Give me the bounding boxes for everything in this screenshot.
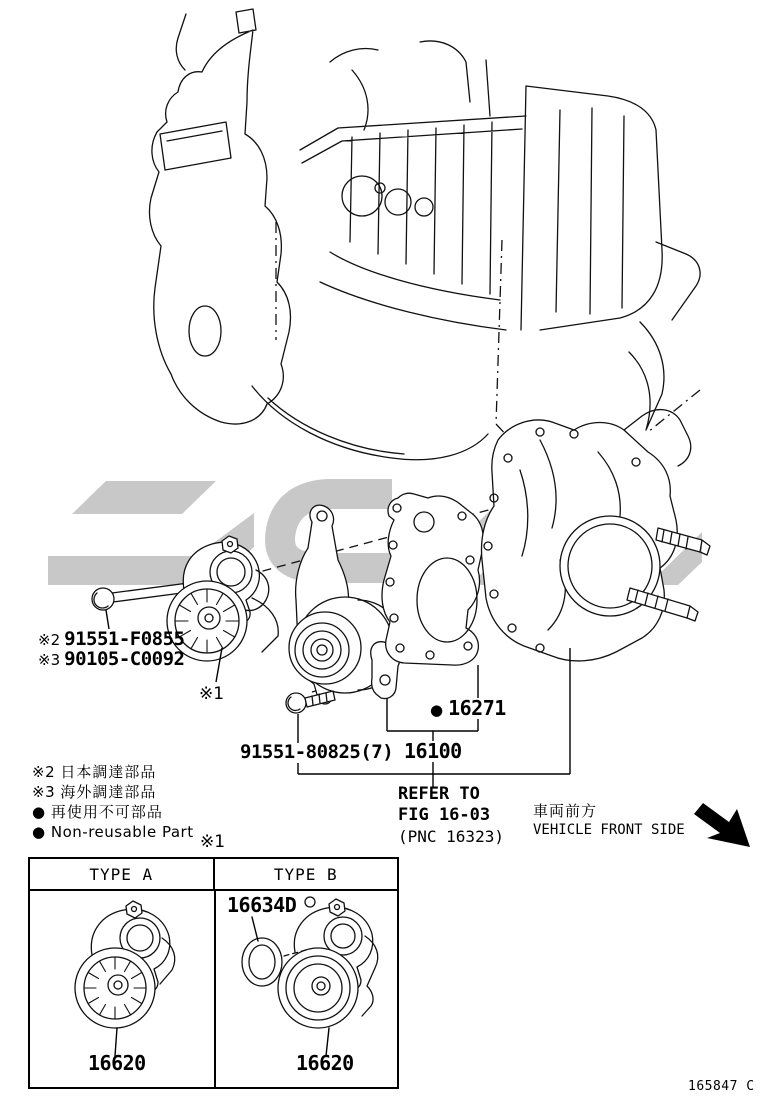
legend-text-japan: 日本調達部品 xyxy=(60,763,157,781)
refer-line3: (PNC 16323) xyxy=(398,827,504,846)
table-marker: ※1 xyxy=(200,832,226,852)
legend-item-nonreusable-jp xyxy=(32,802,194,822)
legend xyxy=(32,762,194,842)
label-type-b-16620: 16620 xyxy=(296,1051,354,1075)
label-oring-16634D: 16634D xyxy=(227,893,297,917)
label-tensioner-marker: ※1 xyxy=(199,684,225,704)
legend-item-nonreusable-en xyxy=(32,822,194,842)
figure-reference xyxy=(398,784,504,847)
legend-text-nonreusable-en: Non-reusable Part xyxy=(50,823,194,841)
label-gasket xyxy=(428,698,508,719)
marker-3: ※3 xyxy=(38,651,61,669)
refer-line1: REFER TO xyxy=(398,784,480,804)
part-number-16271: 16271 xyxy=(448,696,506,720)
legend-item-japan xyxy=(32,762,194,782)
orientation-jp: 車両前方 xyxy=(533,802,598,820)
non-reusable-bullet-icon: ● xyxy=(430,701,444,719)
label-water-pump: 16100 xyxy=(404,739,462,763)
legend-bullet-icon-en: ● xyxy=(32,823,46,841)
label-type-a-16620: 16620 xyxy=(88,1051,146,1075)
type-table-header xyxy=(30,859,397,891)
legend-bullet-icon-jp: ● xyxy=(32,803,46,821)
refer-line2: FIG 16-03 xyxy=(398,805,491,825)
pump-bolt-drawing xyxy=(286,691,335,713)
part-number-91551-F0855: 91551-F0855 xyxy=(64,628,185,650)
vehicle-front-arrow xyxy=(694,803,750,847)
part-number-90105-C0092: 90105-C0092 xyxy=(64,648,185,670)
orientation-en: VEHICLE FRONT SIDE xyxy=(533,821,685,838)
engine-block-drawing xyxy=(149,9,700,460)
legend-item-overseas xyxy=(32,782,194,802)
water-pump-drawing xyxy=(482,410,711,661)
type-a-header: TYPE A xyxy=(30,859,215,889)
document-number: 165847 C xyxy=(688,1079,755,1094)
label-tensioner-bolt-japan xyxy=(38,630,184,650)
legend-marker-2: ※2 xyxy=(32,763,56,781)
legend-text-nonreusable-jp: 再使用不可部品 xyxy=(50,803,163,821)
legend-marker-3: ※3 xyxy=(32,783,56,801)
legend-text-overseas: 海外調達部品 xyxy=(60,783,157,801)
table-column-divider xyxy=(214,889,216,1087)
type-b-header: TYPE B xyxy=(273,864,338,884)
label-tensioner-bolt-overseas xyxy=(38,650,184,670)
water-pump-gasket-drawing xyxy=(382,493,484,665)
label-pump-bolt: 91551-80825(7) xyxy=(240,741,394,763)
marker-2: ※2 xyxy=(38,631,61,649)
orientation-note xyxy=(533,804,685,837)
